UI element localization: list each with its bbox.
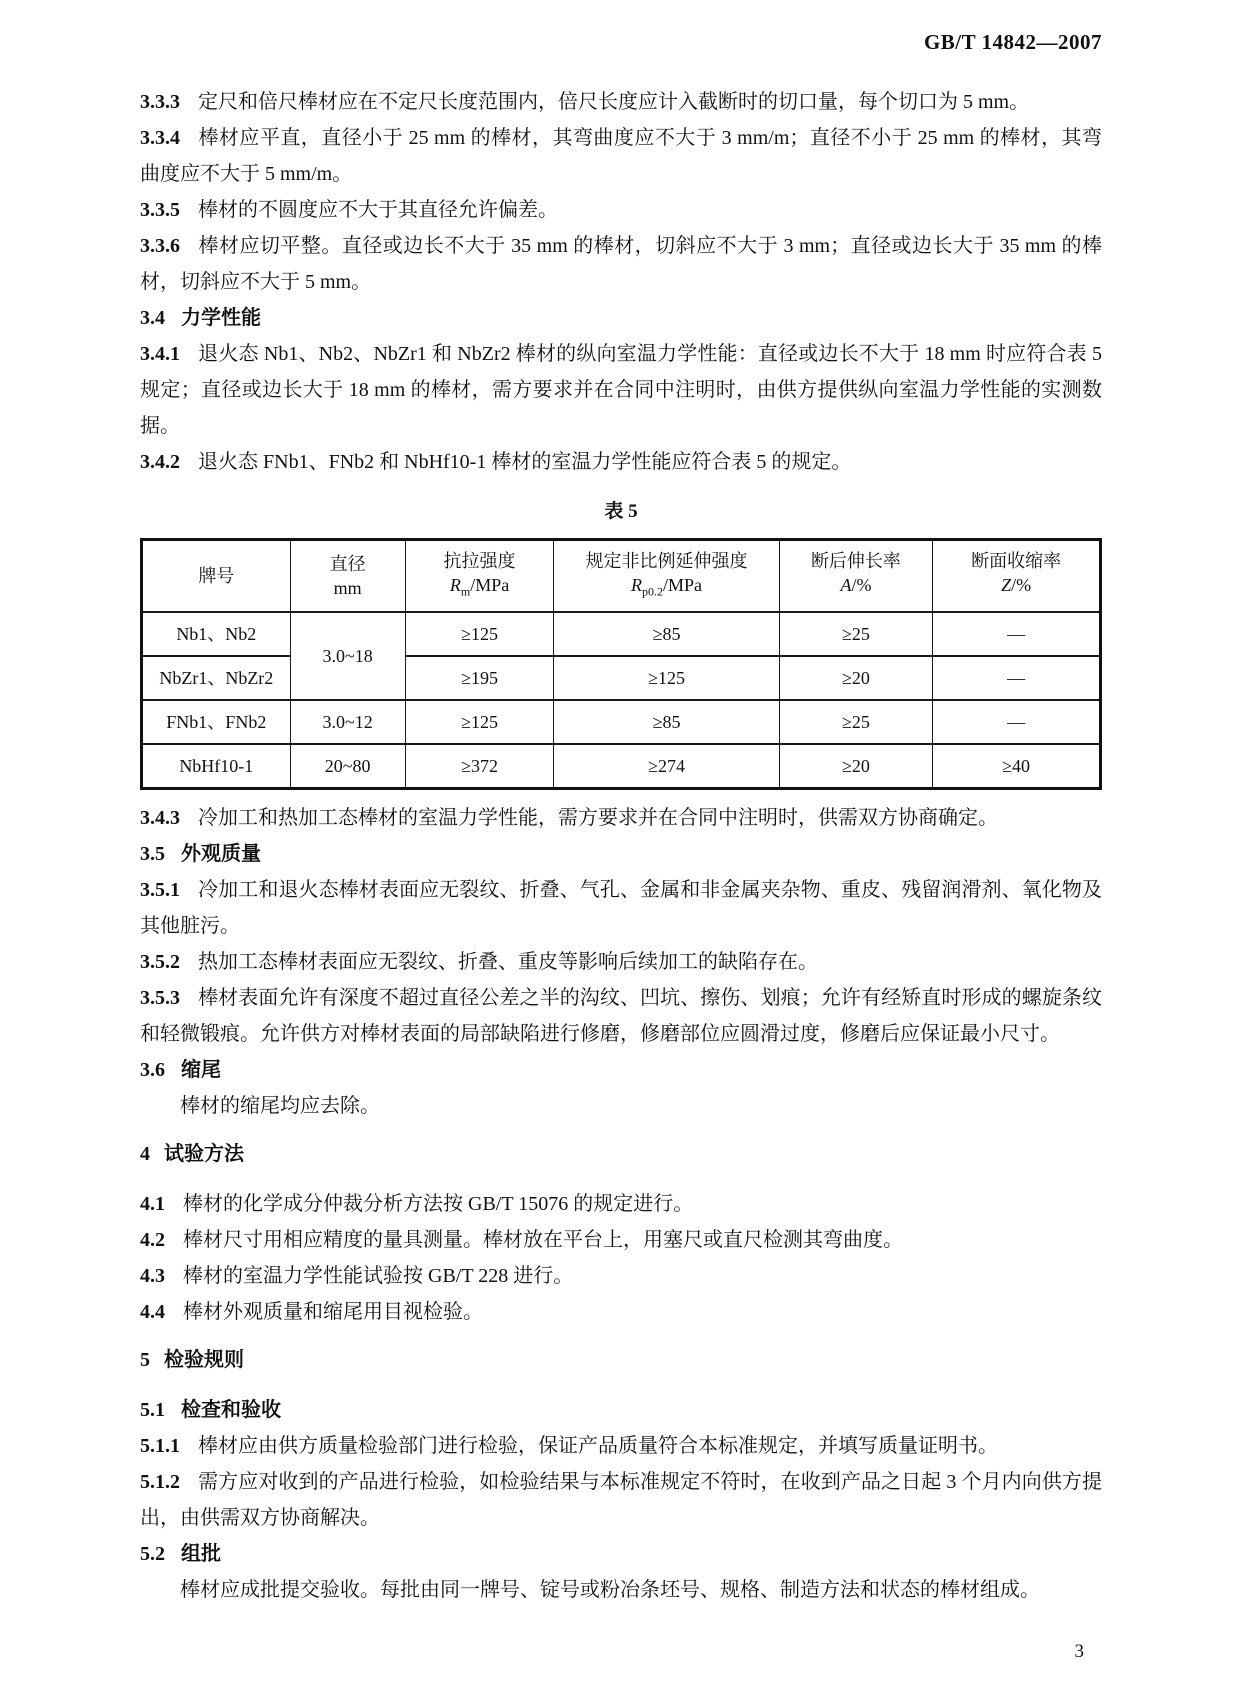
chapter-heading (140, 1342, 1102, 1378)
section-heading (140, 300, 1102, 336)
col-header-grade (142, 540, 291, 613)
col-title: 规定非比例延伸强度 (585, 550, 748, 571)
rm-cell: ≥125 (405, 612, 554, 656)
content-bottom (140, 800, 1102, 1608)
paragraph-text: 检查和验收 (181, 1399, 281, 1421)
paragraph-text: 热加工态棒材表面应无裂纹、折叠、重皮等影响后续加工的缺陷存在。 (198, 951, 818, 973)
clause-number: 3.5.3 (140, 987, 180, 1009)
paragraph-text: 外观质量 (181, 843, 261, 865)
clause-paragraph (140, 444, 1102, 480)
grade-cell: NbZr1、NbZr2 (142, 656, 291, 700)
paragraph-text: 棒材应切平整。直径或边长不大于 35 mm 的棒材，切斜应不大于 3 mm；直径或边长大于 35 mm 的棒材，切斜应不大于 5 mm。 (140, 235, 1102, 293)
clause-paragraph (140, 336, 1102, 444)
clause-number: 5.1.2 (140, 1471, 180, 1493)
paragraph-text: 组批 (181, 1543, 221, 1565)
col-title: 牌号 (198, 566, 235, 586)
clause-paragraph (140, 872, 1102, 944)
clause-paragraph (140, 1186, 1102, 1222)
doc-footer (140, 1634, 1102, 1670)
clause-number: 3.4 (140, 307, 165, 329)
clause-paragraph (140, 1464, 1102, 1536)
clause-number: 3.6 (140, 1059, 165, 1081)
elongation-cell: ≥20 (779, 656, 932, 700)
col-unit: $R_m$/MPa (449, 574, 510, 599)
paragraph-text: 缩尾 (181, 1059, 221, 1081)
paragraph-text: 检验规则 (164, 1349, 244, 1371)
clause-number: 4 (140, 1143, 150, 1165)
table-header-row (142, 540, 1101, 613)
elongation-cell: ≥25 (779, 612, 932, 656)
clause-number: 3.3.4 (140, 127, 180, 149)
paragraph-text: 棒材应由供方质量检验部门进行检验，保证产品质量符合本标准规定，并填写质量证明书。 (198, 1435, 998, 1457)
paragraph-text: 冷加工和退火态棒材表面应无裂纹、折叠、气孔、金属和非金属夹杂物、重皮、残留润滑剂、氧化物及其他脏污。 (140, 879, 1102, 937)
chapter-heading (140, 1136, 1102, 1172)
rp02-cell: ≥85 (554, 700, 779, 744)
clause-number: 5.2 (140, 1543, 165, 1565)
clause-number: 4.4 (140, 1301, 165, 1323)
clause-number: 3.4.3 (140, 807, 180, 829)
col-header-proof-strength (554, 540, 779, 613)
grade-cell: Nb1、Nb2 (142, 612, 291, 656)
reduction-cell: — (933, 700, 1101, 744)
section-heading (140, 1536, 1102, 1572)
clause-paragraph (140, 120, 1102, 192)
col-unit: $R_{p0.2}$/MPa (631, 574, 703, 599)
rp02-cell: ≥274 (554, 744, 779, 789)
clause-number: 3.3.6 (140, 235, 180, 257)
paragraph-text: 冷加工和热加工态棒材的室温力学性能，需方要求并在合同中注明时，供需双方协商确定。 (198, 807, 998, 829)
paragraph-text: 棒材尺寸用相应精度的量具测量。棒材放在平台上，用塞尺或直尺检测其弯曲度。 (183, 1229, 903, 1251)
table-5 (140, 538, 1102, 790)
section-heading (140, 1392, 1102, 1428)
clause-number: 4.2 (140, 1229, 165, 1251)
paragraph-text: 棒材应成批提交验收。每批由同一牌号、锭号或粉冶条坯号、规格、制造方法和状态的棒材组成。 (180, 1579, 1040, 1601)
clause-paragraph (140, 1222, 1102, 1258)
col-header-diameter (290, 540, 405, 613)
clause-number: 3.3.5 (140, 199, 180, 221)
clause-number: 3.5.2 (140, 951, 180, 973)
grade-cell: FNb1、FNb2 (142, 700, 291, 744)
clause-number: 3.4.2 (140, 451, 180, 473)
rm-cell: ≥195 (405, 656, 554, 700)
clause-number: 5 (140, 1349, 150, 1371)
paragraph-text: 棒材的不圆度应不大于其直径允许偏差。 (198, 199, 558, 221)
clause-number: 3.5 (140, 843, 165, 865)
clause-number: 4.3 (140, 1265, 165, 1287)
elongation-cell: ≥20 (779, 744, 932, 789)
diameter-cell: 20~80 (290, 744, 405, 789)
col-header-reduction-of-area (933, 540, 1101, 613)
reduction-cell: — (933, 612, 1101, 656)
clause-paragraph (140, 192, 1102, 228)
clause-number: 4.1 (140, 1193, 165, 1215)
col-header-elongation (779, 540, 932, 613)
table-row (142, 700, 1101, 744)
paragraph-text: 试验方法 (164, 1143, 244, 1165)
clause-paragraph (140, 84, 1102, 120)
doc-header (140, 24, 1102, 60)
clause-paragraph (140, 228, 1102, 300)
col-title: 断后伸长率 (810, 550, 901, 571)
clause-number: 3.4.1 (140, 343, 180, 365)
paragraph-text: 退火态 Nb1、Nb2、NbZr1 和 NbZr2 棒材的纵向室温力学性能：直径或边长不大于 18 mm 时应符合表 5 规定；直径或边长大于 18 mm 的棒材，需方要求并在合同中注明时，由供方提供纵向室温力学性能的实测数据。 (140, 343, 1102, 437)
rp02-cell: ≥125 (554, 656, 779, 700)
body-paragraph (140, 1572, 1102, 1608)
clause-number: 5.1 (140, 1399, 165, 1421)
rp02-cell: ≥85 (554, 612, 779, 656)
clause-paragraph (140, 944, 1102, 980)
clause-paragraph (140, 1428, 1102, 1464)
clause-paragraph (140, 1258, 1102, 1294)
col-title: 断面收缩率 (971, 550, 1062, 571)
paragraph-text: 棒材的室温力学性能试验按 GB/T 228 进行。 (183, 1265, 574, 1287)
reduction-cell: ≥40 (933, 744, 1101, 789)
table-caption: 表 5 (604, 501, 638, 522)
content-top (140, 84, 1102, 480)
paragraph-text: 棒材外观质量和缩尾用目视检验。 (183, 1301, 483, 1323)
paragraph-text: 需方应对收到的产品进行检验，如检验结果与本标准规定不符时，在收到产品之日起 3 个月内向供方提出，由供需双方协商解决。 (140, 1471, 1102, 1529)
rm-cell: ≥125 (405, 700, 554, 744)
grade-cell: NbHf10-1 (142, 744, 291, 789)
clause-paragraph (140, 800, 1102, 836)
col-unit: Z/% (1001, 574, 1032, 595)
paragraph-text: 退火态 FNb1、FNb2 和 NbHf10-1 棒材的室温力学性能应符合表 5 的规定。 (198, 451, 852, 473)
doc-number: GB/T 14842—2007 (923, 30, 1102, 54)
table-row (142, 744, 1101, 789)
clause-paragraph (140, 1294, 1102, 1330)
col-unit: A/% (840, 574, 872, 595)
diameter-cell: 3.0~12 (290, 700, 405, 744)
paragraph-text: 棒材的缩尾均应去除。 (180, 1095, 380, 1117)
paragraph-text: 棒材的化学成分仲裁分析方法按 GB/T 15076 的规定进行。 (183, 1193, 694, 1215)
paragraph-text: 棒材表面允许有深度不超过直径公差之半的沟纹、凹坑、擦伤、划痕；允许有经矫直时形成的螺旋条纹和轻微锻痕。允许供方对棒材表面的局部缺陷进行修磨，修磨部位应圆滑过度，修磨后应保证最小尺寸。 (140, 987, 1102, 1045)
reduction-cell: — (933, 656, 1101, 700)
table-row (142, 656, 1101, 700)
paragraph-text: 棒材应平直，直径小于 25 mm 的棒材，其弯曲度应不大于 3 mm/m；直径不小于 25 mm 的棒材，其弯曲度应不大于 5 mm/m。 (140, 127, 1102, 185)
col-header-tensile-strength (405, 540, 554, 613)
col-title: 抗拉强度 (443, 550, 516, 571)
clause-paragraph (140, 980, 1102, 1052)
page-number: 3 (1074, 1641, 1084, 1662)
rm-cell: ≥372 (405, 744, 554, 789)
col-unit: mm (333, 578, 362, 598)
col-title: 直径 (329, 554, 366, 574)
elongation-cell: ≥25 (779, 700, 932, 744)
paragraph-text: 力学性能 (181, 307, 261, 329)
diameter-cell: 3.0~18 (290, 612, 405, 700)
clause-number: 5.1.1 (140, 1435, 180, 1457)
section-heading (140, 1052, 1102, 1088)
table-row (142, 612, 1101, 656)
paragraph-text: 定尺和倍尺棒材应在不定尺长度范围内，倍尺长度应计入截断时的切口量，每个切口为 5 mm。 (198, 91, 1030, 113)
body-paragraph (140, 1088, 1102, 1124)
clause-number: 3.5.1 (140, 879, 180, 901)
clause-number: 3.3.3 (140, 91, 180, 113)
section-heading (140, 836, 1102, 872)
